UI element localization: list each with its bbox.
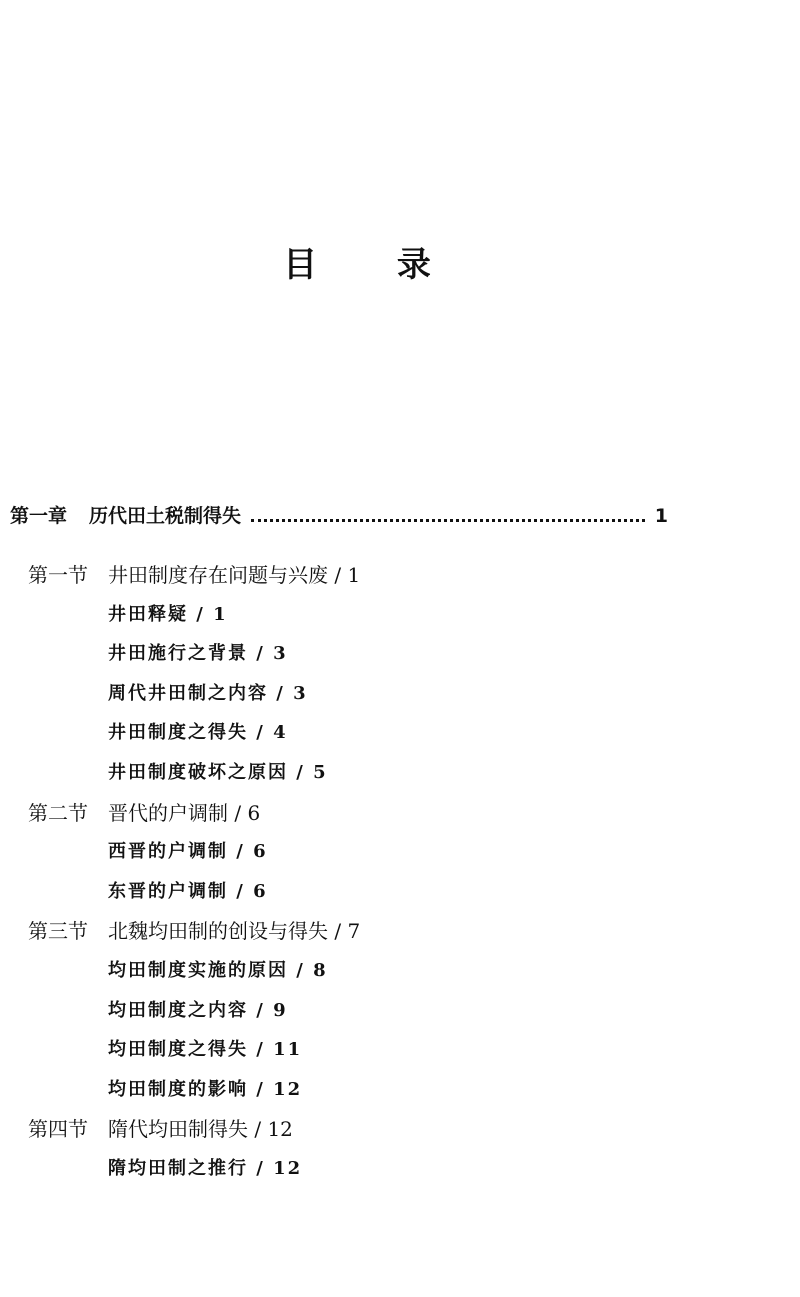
toc-subsection-entry[interactable] <box>0 995 760 1035</box>
section-title: 北魏均田制的创设与得失 / 7 <box>108 919 361 944</box>
subsection-title: 井田制度之得失 / 4 <box>108 722 288 744</box>
toc-subsection-entry[interactable] <box>0 836 760 876</box>
toc-subsection-entry[interactable] <box>0 717 760 757</box>
subsection-title: 井田释疑 / 1 <box>108 603 228 625</box>
subsection-title: 均田制度实施的原因 / 8 <box>108 959 328 981</box>
toc-subsection-entry[interactable] <box>0 599 760 639</box>
subsection-title: 均田制度之内容 / 9 <box>108 999 288 1021</box>
toc-subsection-entry[interactable] <box>0 1074 760 1114</box>
toc-subsection-entry[interactable] <box>0 876 760 916</box>
subsection-title: 周代井田制之内容 / 3 <box>108 682 308 704</box>
chapter-label: 第一章 <box>10 505 68 527</box>
dot-leader <box>251 519 645 522</box>
toc-subsection-entry[interactable] <box>0 955 760 995</box>
section-title: 晋代的户调制 / 6 <box>108 800 261 825</box>
toc-section-entry[interactable] <box>0 1113 760 1153</box>
section-label: 第四节 <box>28 1117 88 1142</box>
page-title: 目 录 <box>283 245 465 285</box>
toc-section-entry[interactable] <box>0 797 760 837</box>
subsection-title: 井田施行之背景 / 3 <box>108 643 288 665</box>
section-label: 第一节 <box>28 563 88 587</box>
toc-section-entry[interactable] <box>0 559 760 599</box>
toc-subsection-entry[interactable] <box>0 1034 760 1074</box>
section-title: 隋代均田制得失 / 12 <box>108 1117 293 1142</box>
subsection-title: 东晋的户调制 / 6 <box>108 880 268 902</box>
toc-subsection-entry[interactable] <box>0 678 760 718</box>
subsection-title: 均田制度的影响 / 12 <box>108 1078 303 1100</box>
chapter-title: 历代田土税制得失 <box>89 505 242 527</box>
toc-subsection-entry[interactable] <box>0 1153 760 1193</box>
toc-list <box>0 559 760 1193</box>
toc-section-entry[interactable] <box>0 915 760 955</box>
chapter-entry[interactable] <box>10 502 668 530</box>
subsection-title: 均田制度之得失 / 11 <box>108 1039 303 1061</box>
subsection-title: 隋均田制之推行 / 12 <box>108 1157 303 1179</box>
section-label: 第三节 <box>28 919 88 944</box>
subsection-title: 井田制度破坏之原因 / 5 <box>108 761 328 783</box>
subsection-title: 西晋的户调制 / 6 <box>108 841 268 863</box>
toc-subsection-entry[interactable] <box>0 638 760 678</box>
section-title: 井田制度存在问题与兴废 / 1 <box>108 563 361 587</box>
toc-subsection-entry[interactable] <box>0 757 760 797</box>
section-label: 第二节 <box>28 800 88 825</box>
chapter-page-number: 1 <box>654 505 668 527</box>
